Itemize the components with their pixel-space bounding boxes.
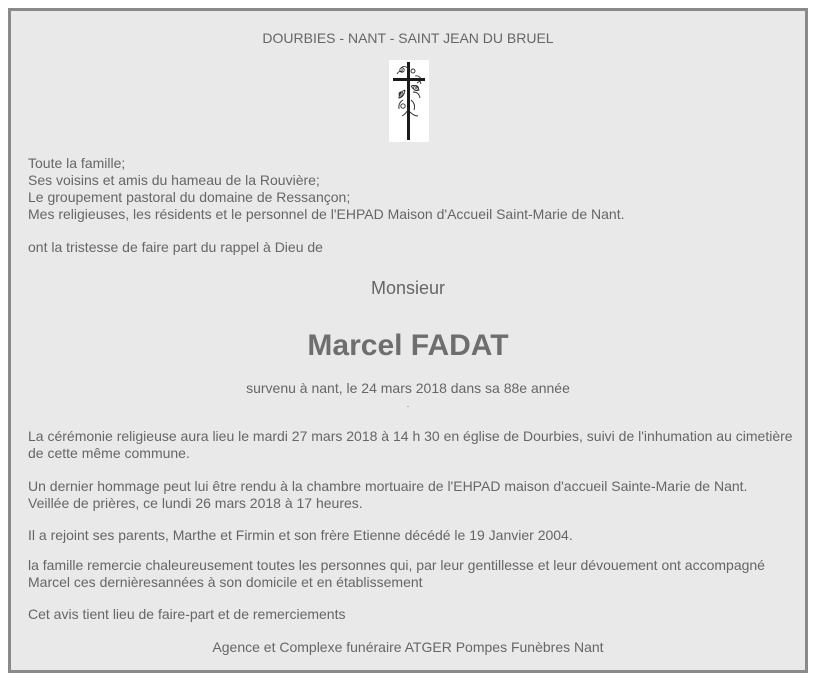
closing-text: Cet avis tient lieu de faire-part et de remerciements xyxy=(28,606,346,622)
obituary-notice xyxy=(8,8,808,673)
deceased-name: Marcel FADAT xyxy=(307,329,509,362)
civility: Monsieur xyxy=(370,278,446,298)
notice-header: DOURBIES - NANT - SAINT JEAN DU BRUEL xyxy=(262,30,554,46)
thanks-text: la famille remercie chaleureusement toutes les personnes qui, par leur gentillesse et leur dévouement ont accompagné Marcel ces dernièresannées à son domicile et en établissement xyxy=(28,557,765,590)
homage-text xyxy=(28,478,798,512)
homage-line: Un dernier hommage peut lui être rendu à la chambre mortuaire de l'EHPAD maison d'accueil Sainte-Marie de Nant. xyxy=(28,478,748,494)
agency-text: Agence et Complexe funéraire ATGER Pompes Funèbres Nant xyxy=(212,639,604,655)
family-list xyxy=(28,155,624,223)
cross-with-flowers-icon xyxy=(389,60,429,142)
vigil-line: Veillée de prières, ce lundi 26 mars 2018 à 17 heures. xyxy=(28,495,363,511)
family-line: Toute la famille; xyxy=(28,155,126,171)
rejoined-text: Il a rejoint ses parents, Marthe et Firmin et son frère Etienne décédé le 19 Janvier 2004. xyxy=(28,527,573,543)
family-line: Ses voisins et amis du hameau de la Rouvière; xyxy=(28,172,320,188)
family-line: Mes religieuses, les résidents et le personnel de l'EHPAD Maison d'Accueil Saint-Marie de Nant. xyxy=(28,206,625,222)
separator: . xyxy=(406,399,410,409)
intro-text: ont la tristesse de faire part du rappel à Dieu de xyxy=(28,239,323,255)
deceased-info: survenu à nant, le 24 mars 2018 dans sa 88e année xyxy=(246,380,570,396)
ceremony-text: La cérémonie religieuse aura lieu le mardi 27 mars 2018 à 14 h 30 en église de Dourbies, suivi de l'inhumation au cimetière de cette même commune. xyxy=(28,428,793,461)
family-line: Le groupement pastoral du domaine de Ressançon; xyxy=(28,189,351,205)
